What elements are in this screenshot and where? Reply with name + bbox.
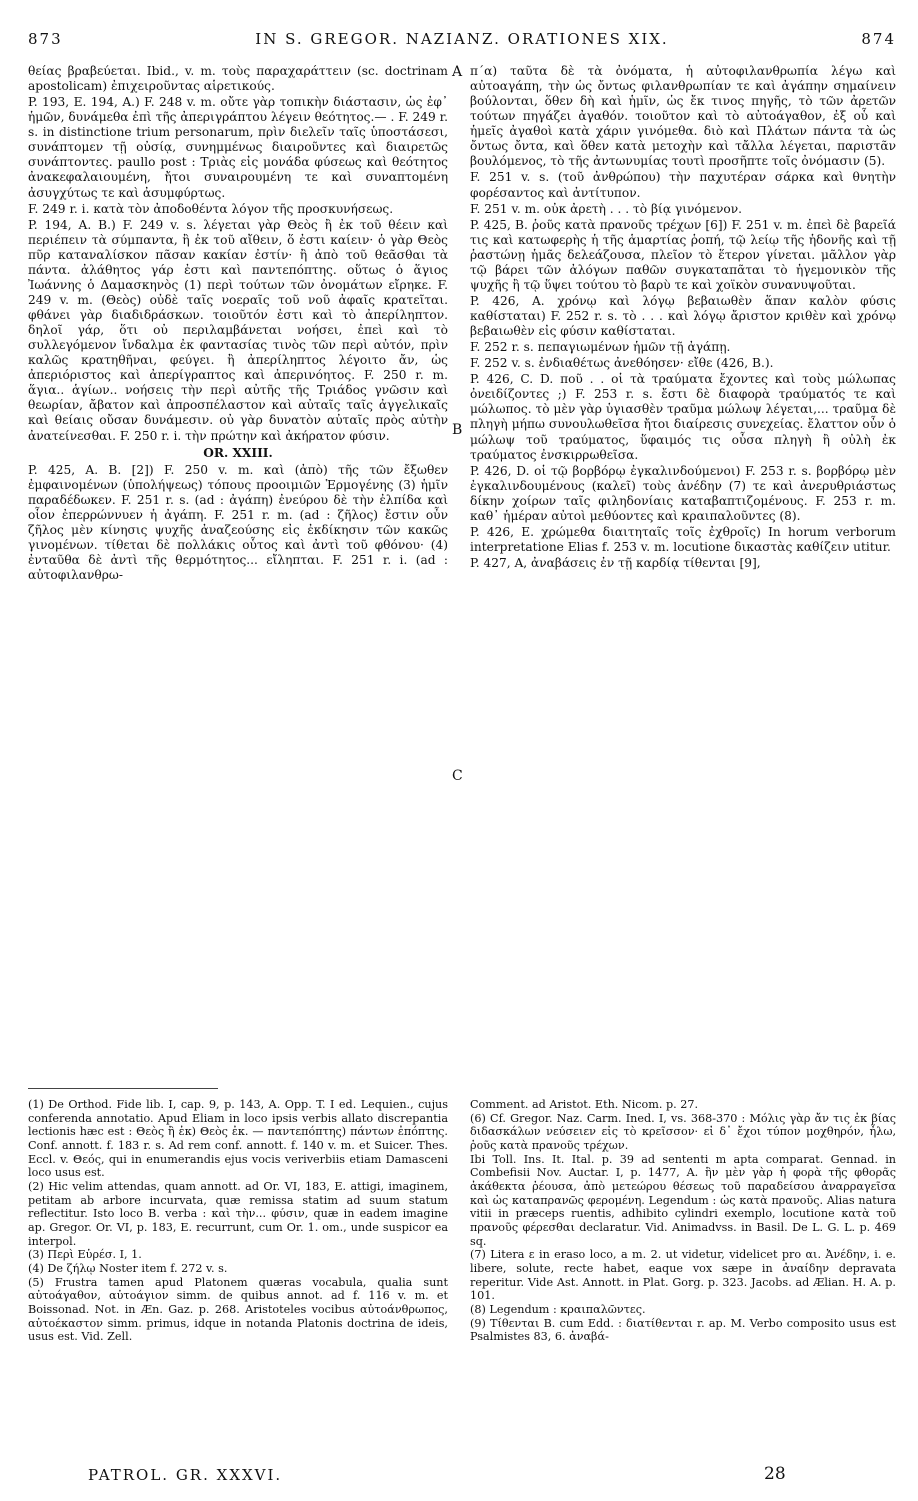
footnote: (8) Legendum : κραιπαλῶντες. xyxy=(470,1302,646,1316)
paragraph: P. 425, A. B. [2]) F. 250 v. m. καὶ (ἀπὸ) τῆς τῶν ἔξωθεν ἐμφαινομένων (ὑπολήψεως) τόπους προοιμιῶν Ἑρμογένης (3) ἡμῖν παραδέδωκεν. F. 251 r. s. (ad : ἀγάπη) ἐνεύρου δὲ τὴν ἐλπίδα καὶ οἷον ἐπερρώννυεν ἡ ἀγάπη. F. 251 r. m. (ad : ζῆλος) ἔστιν οὖν ζῆλος μὲν κίνησις ψυχῆς ἀναζεούσης εἰς ἐκδίκησιν τῶν κακῶς γινομένων. τίθεται δὲ πολλάκις οὗτος καὶ ἀντὶ τοῦ φθόνου· (4) ἐνταῦθα δὲ ἀντὶ τῆς θερμότητος... εἴληπται. F. 251 r. i. (ad : αὐτοφιλανθρω- xyxy=(28,462,448,583)
paragraph: P. 427, A, ἀναβάσεις ἐν τῇ καρδίᾳ τίθενται [9], xyxy=(470,556,761,570)
margin-letter-a: A xyxy=(452,64,463,80)
margin-letter-c: C xyxy=(452,768,463,784)
paragraph: F. 252 v. s. ἐνδιαθέτως ἀνεθόησεν· εἴθε (426, B.). xyxy=(470,356,774,371)
paragraph: P. 426, A. χρόνῳ καὶ λόγῳ βεβαιωθὲν ἅπαν καλὸν φύσις καθίσταται) F. 252 r. s. τὸ . . . καὶ λόγῳ ἄριστον κριθὲν καὶ χρόνῳ βεβαιωθὲν εἰς φύσιν καθίσταται. xyxy=(470,293,896,339)
footnote: Ibi Toll. Ins. It. Ital. p. 39 ad sententi m apta comparat. Gennad. in Combefisii Nov. Auctar. I, p. 1477, A. ἣν μὲν γὰρ ἡ φορὰ τῆς φθορᾶς ἀκάθεκτα ῥέουσα, ἀπὸ μετεώρου θέσεως τοῦ παραδείσου ἀναρραγεῖσα καὶ ὡς καταπρανῶς φερομένη. Legendum : ὡς κατὰ πρανοῦς. Alias natura vitii in præceps ruentis, adhibito cylindri exemplo, locutione κατὰ τοῦ πρανοῦς φέρεσθαι declaratur. Vid. Animadvss. in Basil. De L. G. L. p. 469 sq. xyxy=(470,1152,896,1248)
left-column xyxy=(28,64,448,584)
page-number-left: 873 xyxy=(28,30,63,48)
paragraph: π΄α) ταῦτα δὲ τὰ ὀνόματα, ἡ αὐτοφιλανθρωπία λέγω καὶ αὐτοαγάπη, τὴν ὡς ὄντως φιλανθρωπίαν τε καὶ ἀγάπην σημαίνειν βούλονται, ὅθεν δὴ καὶ ἡμῖν, ὡς ἔκ τινος πηγῆς, τὸ τῶν ἀρετῶν τούτων πηγάζει ἀγαθόν. τοιοῦτον καὶ τὸ αὐτοάγαθον, ἐξ οὗ καὶ ἡμεῖς ἀγαθοὶ κατὰ χάριν γινόμεθα. διὸ καὶ Πλάτων πάντα τὰ ὡς ὄντως ὄντα, καὶ ὅθεν κατὰ μετοχὴν καὶ τἄλλα λέγεται, παριστᾶν βουλόμενος, τὸ τῆς ἀντωνυμίας τουτὶ προσῆπτε τοῖς ὀνόμασιν (5). xyxy=(470,64,896,169)
paragraph: F. 249 r. i. κατὰ τὸν ἀποδοθέντα λόγον τῆς προσκυνήσεως. xyxy=(28,201,394,216)
paragraph: θείας βραβεύεται. Ibid., v. m. τοὺς παραχαράττειν (sc. doctrinam apostolicam) ἐπιχειροῦντας αἱρετικούς. xyxy=(28,64,448,94)
footnotes-left xyxy=(28,1098,448,1344)
footnote-divider xyxy=(28,1088,218,1089)
paragraph: F. 251 v. m. οὐκ ἀρετὴ . . . τὸ βίᾳ γινόμενον. xyxy=(470,201,742,216)
paragraph: P. 426, D. οἱ τῷ βορβόρῳ ἐγκαλινδούμενοι) F. 253 r. s. βορβόρῳ μὲν ἐγκαλινδουμένους (καλεῖ) τοὺς ἀνέδην (7) τε καὶ ἀνερυθριάστως δίκην χοίρων ταῖς φιληδονίαις καταβαπτιζομένους. F. 253 r. m. καθ᾽ ἡμέραν αὐτοὶ μεθύοντες καὶ κραιπαλοῦντες (8). xyxy=(470,463,896,523)
paragraph: P. 425, B. ῥοῦς κατὰ πρανοῦς τρέχων [6]) F. 251 v. m. ἐπεὶ δὲ βαρεῖά τις καὶ κατωφερὴς ἡ τῆς ἁμαρτίας ῥοπή, τῷ λείῳ τῆς ἡδονῆς καὶ τῇ ῥαστώνῃ ἡμᾶς δελεάζουσα, πλεῖον τὸ ἕτερον γίνεται. μᾶλλον γὰρ τῷ βάρει τῶν ἀλόγων παθῶν συγκαταπᾶται τὸ ἡγεμονικὸν τῆς ψυχῆς ἢ τῷ ὕψει τούτου τὸ βαρὺ τε καὶ χοϊκὸν συνανυψοῦται. xyxy=(470,217,896,292)
footnote: (2) Hic velim attendas, quam annott. ad Or. VI, 183, E. attigi, imaginem, petitam ab arbore incurvata, quæ remissa statim ad suum statum reflectitur. Isto loco B. verba : καὶ τὴν... φύσιν, quæ in eadem imagine ap. Gregor. Or. VI, p. 183, E. recurrunt, cum Or. 1. om., unde suspicor ea interpol. xyxy=(28,1179,448,1248)
paragraph: F. 252 r. s. πεπαγιωμένων ἡμῶν τῇ ἀγάπῃ. xyxy=(470,340,731,355)
footnote: (9) Τίθενται B. cum Edd. : διατίθενται r. ap. M. Verbo composito usus est Psalmistes 83, 6. ἀναβά- xyxy=(470,1316,896,1344)
margin-letter-b: B xyxy=(452,422,463,438)
signature-mark: PATROL. GR. XXXVI. xyxy=(88,1466,283,1484)
right-column xyxy=(470,64,896,572)
page-number-right: 874 xyxy=(861,30,896,48)
footnote: Comment. ad Aristot. Eth. Nicom. p. 27. xyxy=(470,1098,699,1111)
footnote: (4) De ζήλῳ Noster item f. 272 v. s. xyxy=(28,1261,228,1275)
footnote: (3) Περὶ Εὑρέσ. I, 1. xyxy=(28,1248,142,1262)
footnote: (7) Litera ε in eraso loco, a m. 2. ut videtur, videlicet pro αι. Ἀνέδην, i. e. libere, solute, recte habet, eaque vox sæpe in ἀναίδην depravata reperitur. Vide Ast. Annott. in Plat. Gorg. p. 323. Jacobs. ad Ælian. H. A. p. 101. xyxy=(470,1248,896,1303)
running-header xyxy=(28,30,896,52)
footnote: (1) De Orthod. Fide lib. I, cap. 9, p. 143, A. Opp. T. I ed. Lequien., cujus conferenda annotatio. Apud Eliam in loco ipsis verbis allato discrepantia lectionis hæc est : Θεὸς ἢ ἐκ) Θεὸς ἐκ. — παντεπόπτης) πάντων ἐπόπτης. Conf. annott. f. 183 r. s. Ad rem conf. annott. f. 140 v. m. et Suicer. Thes. Eccl. v. Θεός, qui in enumerandis ejus vocis veriverbiis etiam Damasceni loco usus est. xyxy=(28,1098,448,1180)
paragraph: P. 426, C. D. ποῦ . . οἱ τὰ τραύματα ἔχοντες καὶ τοὺς μώλωπας ὀνειδίζοντες ;) F. 253 r. s. ἔστι δὲ διαφορὰ τραύματός τε καὶ μώλωπος. τὸ μὲν γὰρ ὑγιασθὲν τραῦμα μώλωψ λέγεται,... τραῦμα δὲ πληγὴ μήπω συνουλωθεῖσα ἤτοι διαίρεσις συνεχείας. ἔλαττον οὖν ὁ μώλωψ τοῦ τραύματος, ὕφαιμός τις οὖσα πληγὴ ἢ οὐλὴ ἐκ τραύματος ἐνσκιρρωθεῖσα. xyxy=(470,372,896,462)
footnotes-right xyxy=(470,1098,896,1344)
sheet-number: 28 xyxy=(764,1464,786,1484)
paragraph: P. 193, E. 194, A.) F. 248 v. m. οὔτε γὰρ τοπικὴν διάστασιν, ὡς ἐφ᾽ ἡμῶν, δυνάμεθα ἐπὶ τῆς ἀπεριγράπτου λέγειν θεότητος.— . F. 249 r. s. in distinctione trium personarum, πρὶν διελεῖν ταῖς ὑποστάσεσι, συνάπτομεν τῇ οὐσίᾳ, συνημμένως διαιροῦντες καὶ διαιρετῶς συνάπτοντες. paullo post : Τριὰς εἰς μονάδα φύσεως καὶ θεότητος ἀνακεφαλαιουμένη, ἤτοι συναιρουμένη τε καὶ συναπτομένη ἀσυγχύτως τε καὶ ἀσυμφύρτως. xyxy=(28,95,448,200)
paragraph: P. 426, E. χρώμεθα διαιτηταῖς τοῖς ἐχθροῖς) In horum verborum interpretatione Elias f. 253 v. m. locutione δικαστὰς καθίζειν utitur. xyxy=(470,524,896,554)
running-title: IN S. GREGOR. NAZIANZ. ORATIONES XIX. xyxy=(255,30,669,48)
footnote: (6) Cf. Gregor. Naz. Carm. Ined. I, vs. 368-370 : Μόλις γὰρ ἄν τις ἐκ βίας διδασκάλων νεύσειεν εἰς τὸ κρεῖσσον· εἰ δ᾽ ἔχοι τύπον μοχθηρόν, ἦλω, ῥοῦς κατὰ πρανοῦς τρέχων. xyxy=(470,1111,896,1152)
paragraph: P. 194, A. B.) F. 249 v. s. λέγεται γὰρ Θεὸς ἢ ἐκ τοῦ θέειν καὶ περιέπειν τὰ σύμπαντα, ἢ ἐκ τοῦ αἴθειν, ὅ ἐστι καίειν· ὁ γὰρ Θεὸς πῦρ καταναλίσκον πᾶσαν κακίαν ἐστίν· ἢ ἀπὸ τοῦ θεᾶσθαι τὰ πάντα. ἀλάθητος γάρ ἐστι καὶ παντεπόπτης. οὕτως ὁ ἅγιος Ἰωάννης ὁ Δαμασκηνὸς (1) περὶ τούτων τῶν ὀνομάτων εἴρηκε. F. 249 v. m. (Θεὸς) οὐδὲ ταῖς νοεραῖς τοῦ νοῦ ἀφαῖς κρατεῖται. φθάνει γὰρ διαδιδράσκων. τοιοῦτόν ἐστι καὶ τὸ ἀπερίληπτον. δηλοῖ γάρ, ὅτι οὐ περιλαμβάνεται νοήσει, ἐπεὶ καὶ τὸ συλλεγόμενον ἴνδαλμα ἐκ φαντασίας τινὸς τῶν περὶ αὐτόν, πρὶν καλῶς κρατηθῆναι, φεύγει. ἢ ἀπερίληπτος λέγοιτο ἄν, ὡς ἀπεριόριστος καὶ ἀπερίγραπτος καὶ ἀπερινόητος. F. 250 r. m. ἅγια.. ἁγίων.. νοήσεις τὴν περὶ αὐτῆς τῆς Τριάδος γνῶσιν καὶ θεωρίαν, ἄβατον καὶ ἀπροσπέλαστον καὶ αὐταῖς ταῖς ἀγγελικαῖς καὶ θείαις οὔσαν δυνάμεσιν. οὐ γὰρ δυνατὸν αὐταῖς πρὸς αὐτὴν ἀνατείνεσθαι. F. 250 r. i. τὴν πρώτην καὶ ἀκήρατον φύσιν. xyxy=(28,217,448,443)
footnote: (5) Frustra tamen apud Platonem quæras vocabula, qualia sunt αὐτοάγαθον, αὐτοάγιον simm. de quibus annot. ad f. 116 v. m. et Boissonad. Not. in Æn. Gaz. p. 268. Aristoteles vocibus αὐτοάνθρωπος, αὐτοέκαστον simm. primus, idque in notanda Platonis doctrina de ideis, usus est. Vid. Zell. xyxy=(28,1275,448,1344)
paragraph: F. 251 v. s. (τοῦ ἀνθρώπου) τὴν παχυτέραν σάρκα καὶ θνητὴν φορέσαντος καὶ ἀντίτυπον. xyxy=(470,170,896,200)
section-heading: OR. XXIII. xyxy=(203,445,273,460)
